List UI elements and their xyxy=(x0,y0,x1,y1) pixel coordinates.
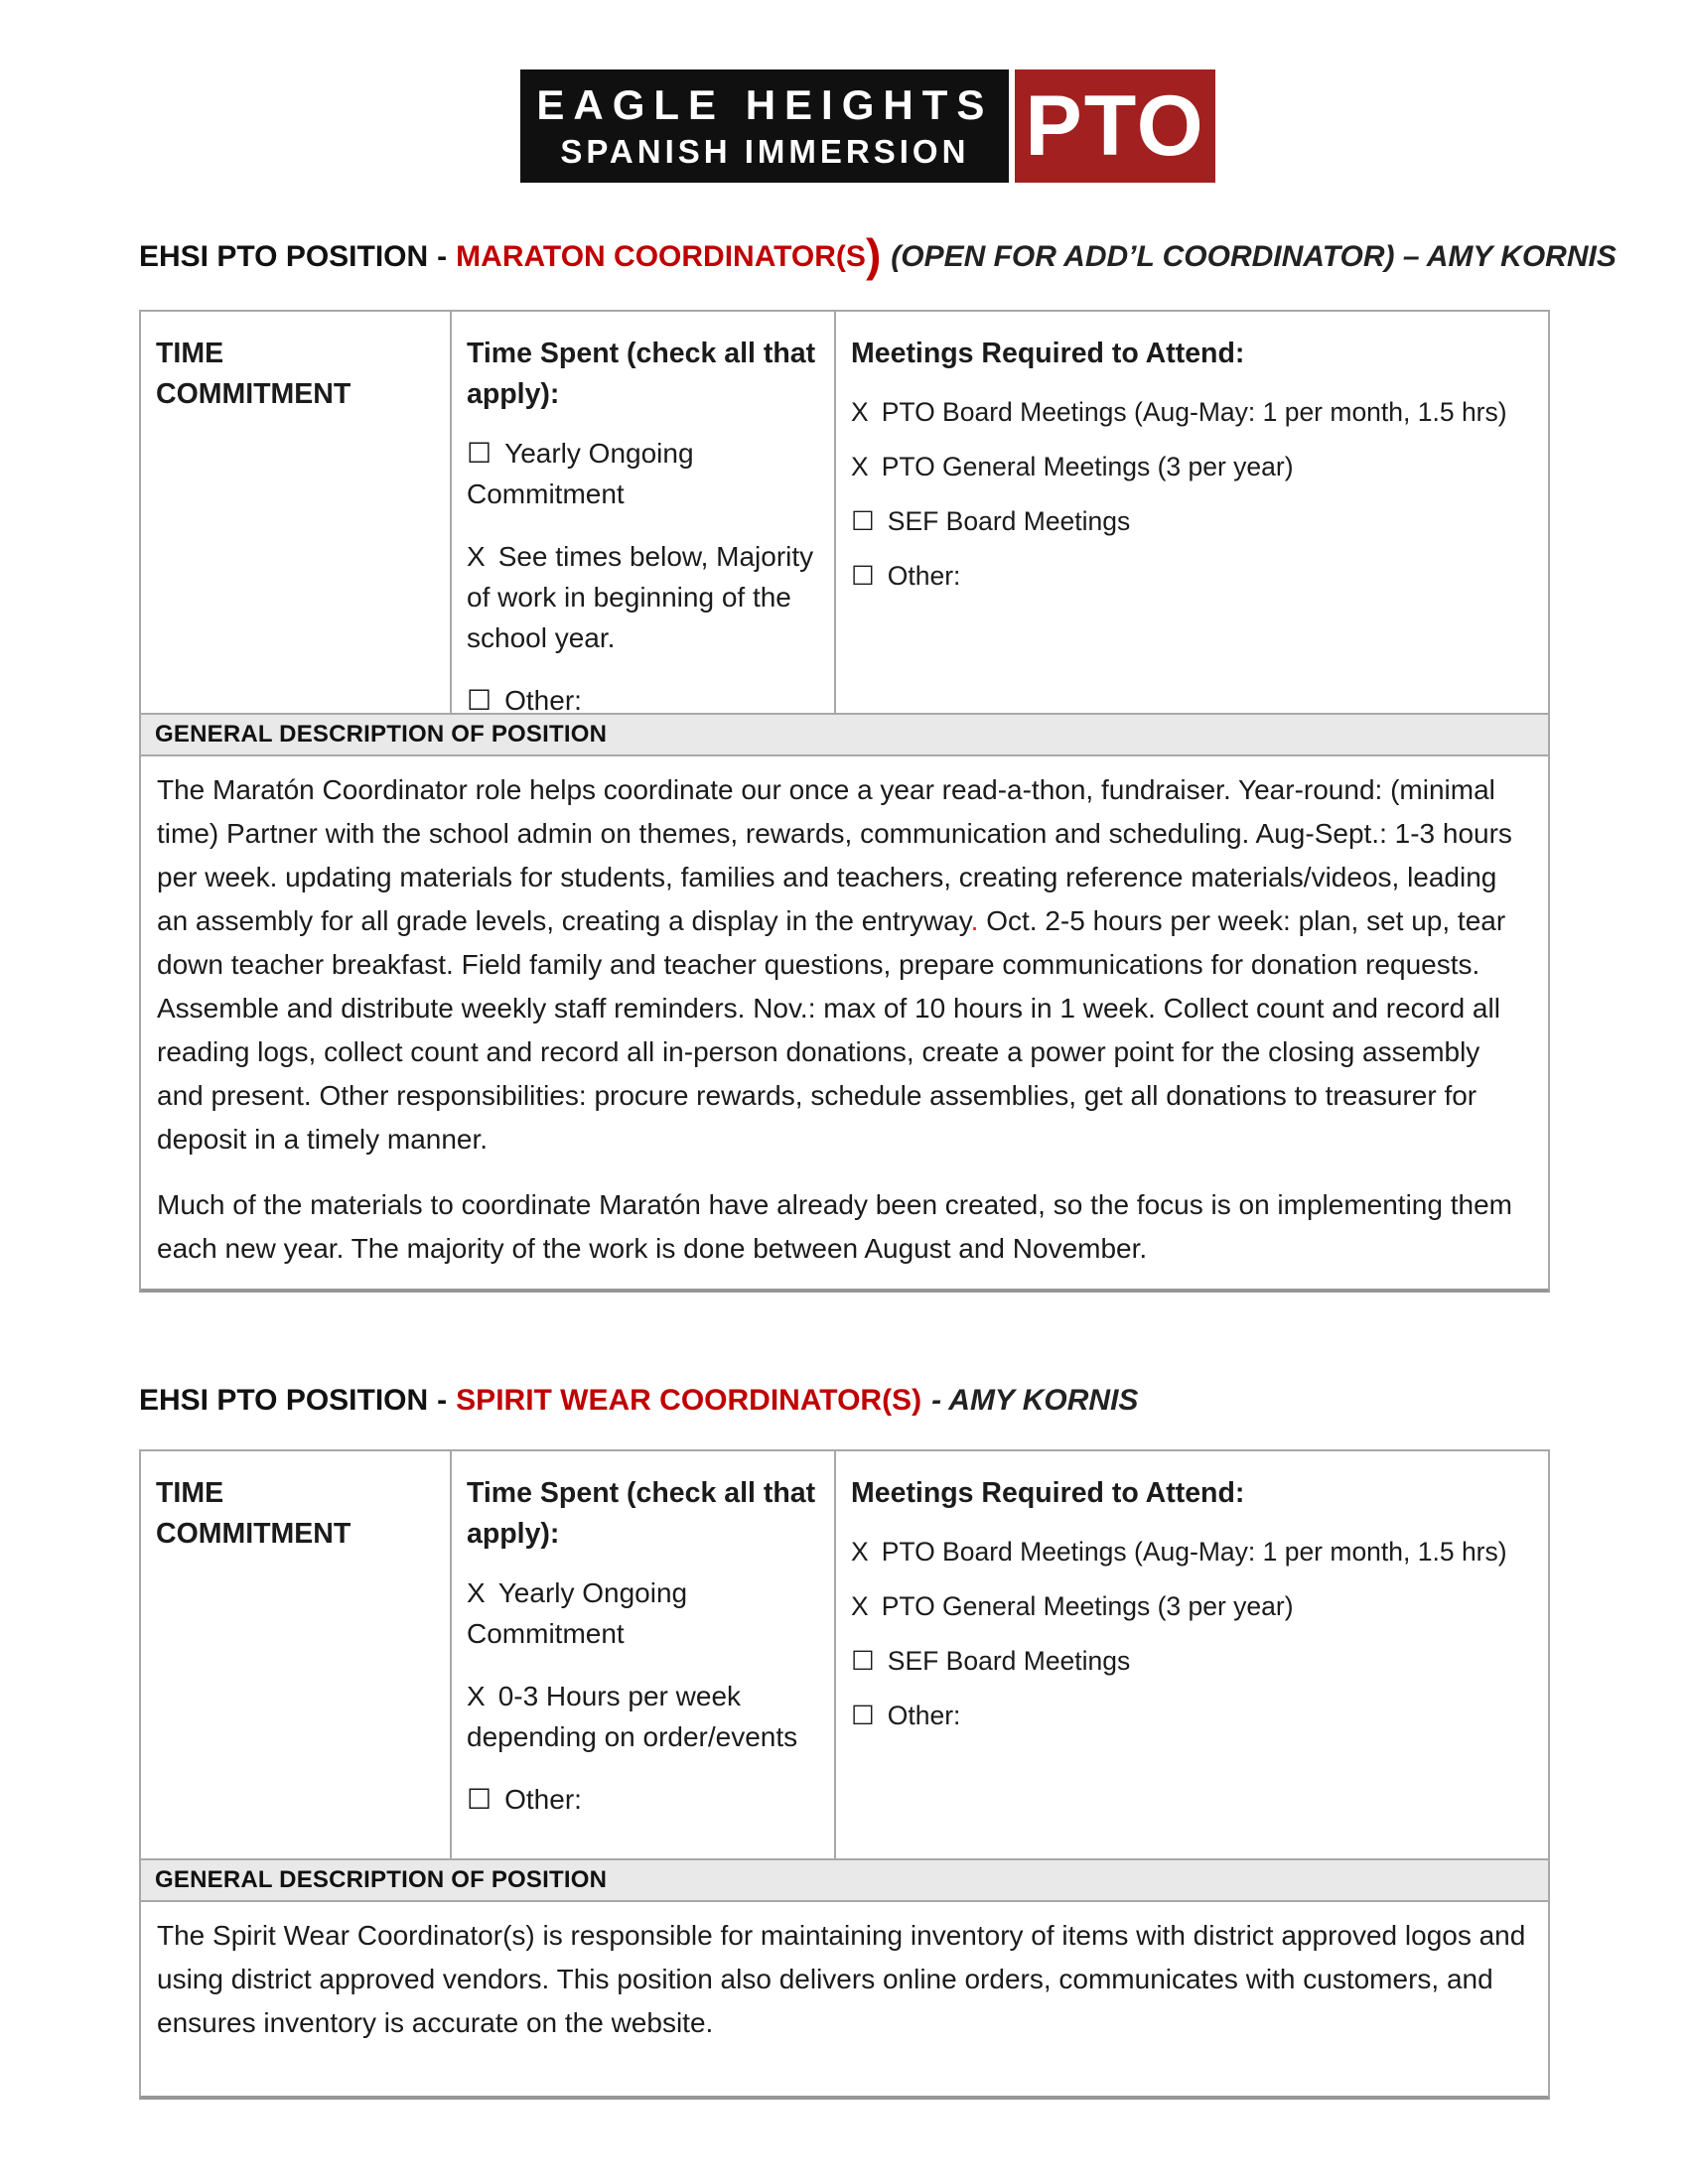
heading-note: - AMY KORNIS xyxy=(931,1384,1139,1417)
logo xyxy=(24,0,1688,183)
x-mark: X xyxy=(851,397,869,427)
time-spent-item xyxy=(467,536,820,658)
general-description-bar xyxy=(141,715,1548,756)
item-text: Other: xyxy=(887,1701,961,1730)
time-commitment-header: TIME COMMITMENT xyxy=(156,338,352,410)
heading-prefix: EHSI PTO POSITION xyxy=(139,240,429,273)
meeting-item xyxy=(851,1696,1534,1736)
heading-big-paren: ) xyxy=(865,229,882,281)
time-commitment-cell xyxy=(141,312,450,713)
x-mark: X xyxy=(851,1537,869,1567)
heading-prefix: EHSI PTO POSITION xyxy=(139,1384,429,1417)
time-spent-cell xyxy=(450,312,834,713)
item-text: PTO General Meetings (3 per year) xyxy=(881,1591,1294,1621)
meeting-item xyxy=(851,556,1534,597)
general-description-header: GENERAL DESCRIPTION OF POSITION xyxy=(155,1866,608,1893)
table-main-row xyxy=(141,312,1548,715)
general-description-header: GENERAL DESCRIPTION OF POSITION xyxy=(155,721,608,748)
item-text: See times below, Majority of work in beginning of the school year. xyxy=(467,541,814,653)
item-text: Yearly Ongoing Commitment xyxy=(467,1577,688,1649)
checkbox-glyph: ☐ xyxy=(467,438,492,469)
meetings-header: Meetings Required to Attend: xyxy=(851,338,1245,369)
x-mark: X xyxy=(467,1577,486,1608)
position-table-maraton xyxy=(139,310,1550,1293)
time-spent-item xyxy=(467,1572,820,1654)
checkbox-glyph: ☐ xyxy=(467,1784,492,1815)
checkbox-glyph: ☐ xyxy=(851,561,875,591)
item-text: SEF Board Meetings xyxy=(887,506,1131,536)
x-mark: X xyxy=(467,541,486,572)
logo-school-name xyxy=(520,69,1009,183)
item-text: PTO Board Meetings (Aug-May: 1 per month, 1.5 hrs) xyxy=(881,397,1507,427)
x-mark: X xyxy=(467,1681,486,1711)
description-cell xyxy=(141,756,1548,1289)
description-text: The Maratón Coordinator role helps coordinate our once a year read-a-thon, fundraiser. Year-round: (minimal time) Partner with the school admin on themes, rewards, communication and scheduling. Aug-Sept.: 1-3 hours per week. updating materials for students, families and teachers, creating reference materials/videos, leading an assembly for all grade levels, creating a display in the entryway xyxy=(157,774,1512,936)
meeting-item xyxy=(851,392,1534,433)
item-text: 0-3 Hours per week depending on order/events xyxy=(467,1681,798,1752)
item-text: PTO General Meetings (3 per year) xyxy=(881,452,1294,481)
description-text: Oct. 2-5 hours per week: plan, set up, tear down teacher breakfast. Field family and teacher questions, prepare communications for donation requests. Assemble and distribute weekly staff reminders. Nov.: max of 10 hours in 1 week. Collect count and record all reading logs, collect count and record all in-person donations, create a power point for the closing assembly and present. Other responsibilities: procure rewards, schedule assemblies, get all donations to treasurer for deposit in a timely manner. xyxy=(157,905,1506,1155)
table-main-row xyxy=(141,1451,1548,1860)
item-text: Other: xyxy=(504,685,582,713)
time-spent-item xyxy=(467,433,820,514)
meeting-item xyxy=(851,447,1534,487)
meetings-header: Meetings Required to Attend: xyxy=(851,1477,1245,1509)
position-heading-spirit-wear xyxy=(139,1380,1688,1422)
time-commitment-header: TIME COMMITMENT xyxy=(156,1477,352,1550)
x-mark: X xyxy=(851,1591,869,1621)
time-commitment-cell xyxy=(141,1451,450,1858)
heading-note: (OPEN FOR ADD’L COORDINATOR) – AMY KORNIS xyxy=(891,240,1617,273)
time-spent-item xyxy=(467,1676,820,1757)
position-heading-maraton xyxy=(139,229,1688,281)
item-text: PTO Board Meetings (Aug-May: 1 per month, 1.5 hrs) xyxy=(881,1537,1507,1567)
meeting-item xyxy=(851,1641,1534,1682)
heading-separator: - xyxy=(437,1384,448,1417)
checkbox-glyph: ☐ xyxy=(851,1701,875,1730)
description-paragraph: The Spirit Wear Coordinator(s) is responsible for maintaining inventory of items with district approved logos and using district approved vendors. This position also delivers online orders, communicates with customers, and ensures inventory is accurate on the website. xyxy=(157,1920,1526,2038)
item-text: SEF Board Meetings xyxy=(887,1646,1131,1676)
heading-separator: - xyxy=(437,240,448,273)
general-description-bar xyxy=(141,1860,1548,1902)
heading-position-title: MARATON COORDINATOR(S xyxy=(456,240,866,273)
time-spent-item xyxy=(467,1779,820,1820)
time-spent-header: Time Spent (check all that apply): xyxy=(467,338,816,410)
meeting-item xyxy=(851,1586,1534,1627)
red-period: . xyxy=(970,905,979,936)
item-text: Other: xyxy=(887,561,961,591)
meeting-item xyxy=(851,501,1534,542)
time-spent-header: Time Spent (check all that apply): xyxy=(467,1477,816,1550)
checkbox-glyph: ☐ xyxy=(851,506,875,536)
x-mark: X xyxy=(851,452,869,481)
position-table-spirit-wear xyxy=(139,1449,1550,2100)
time-spent-cell xyxy=(450,1451,834,1858)
description-paragraph: Much of the materials to coordinate Maratón have already been created, so the focus is on implementing them each new year. The majority of the work is done between August and November. xyxy=(157,1189,1512,1264)
time-spent-item xyxy=(467,680,820,713)
meetings-cell xyxy=(834,312,1548,713)
meeting-item xyxy=(851,1532,1534,1572)
item-text: Other: xyxy=(504,1784,582,1815)
checkbox-glyph: ☐ xyxy=(467,685,492,713)
description-paragraph xyxy=(157,768,1532,1161)
heading-position-title: SPIRIT WEAR COORDINATOR(S) xyxy=(456,1384,922,1417)
logo-line2: SPANISH IMMERSION xyxy=(560,133,970,170)
item-text: Yearly Ongoing Commitment xyxy=(467,438,694,509)
logo-line1: EAGLE HEIGHTS xyxy=(536,81,994,128)
description-cell xyxy=(141,1902,1548,2096)
meetings-cell xyxy=(834,1451,1548,1858)
logo-pto-badge: PTO xyxy=(1015,69,1214,183)
checkbox-glyph: ☐ xyxy=(851,1646,875,1676)
